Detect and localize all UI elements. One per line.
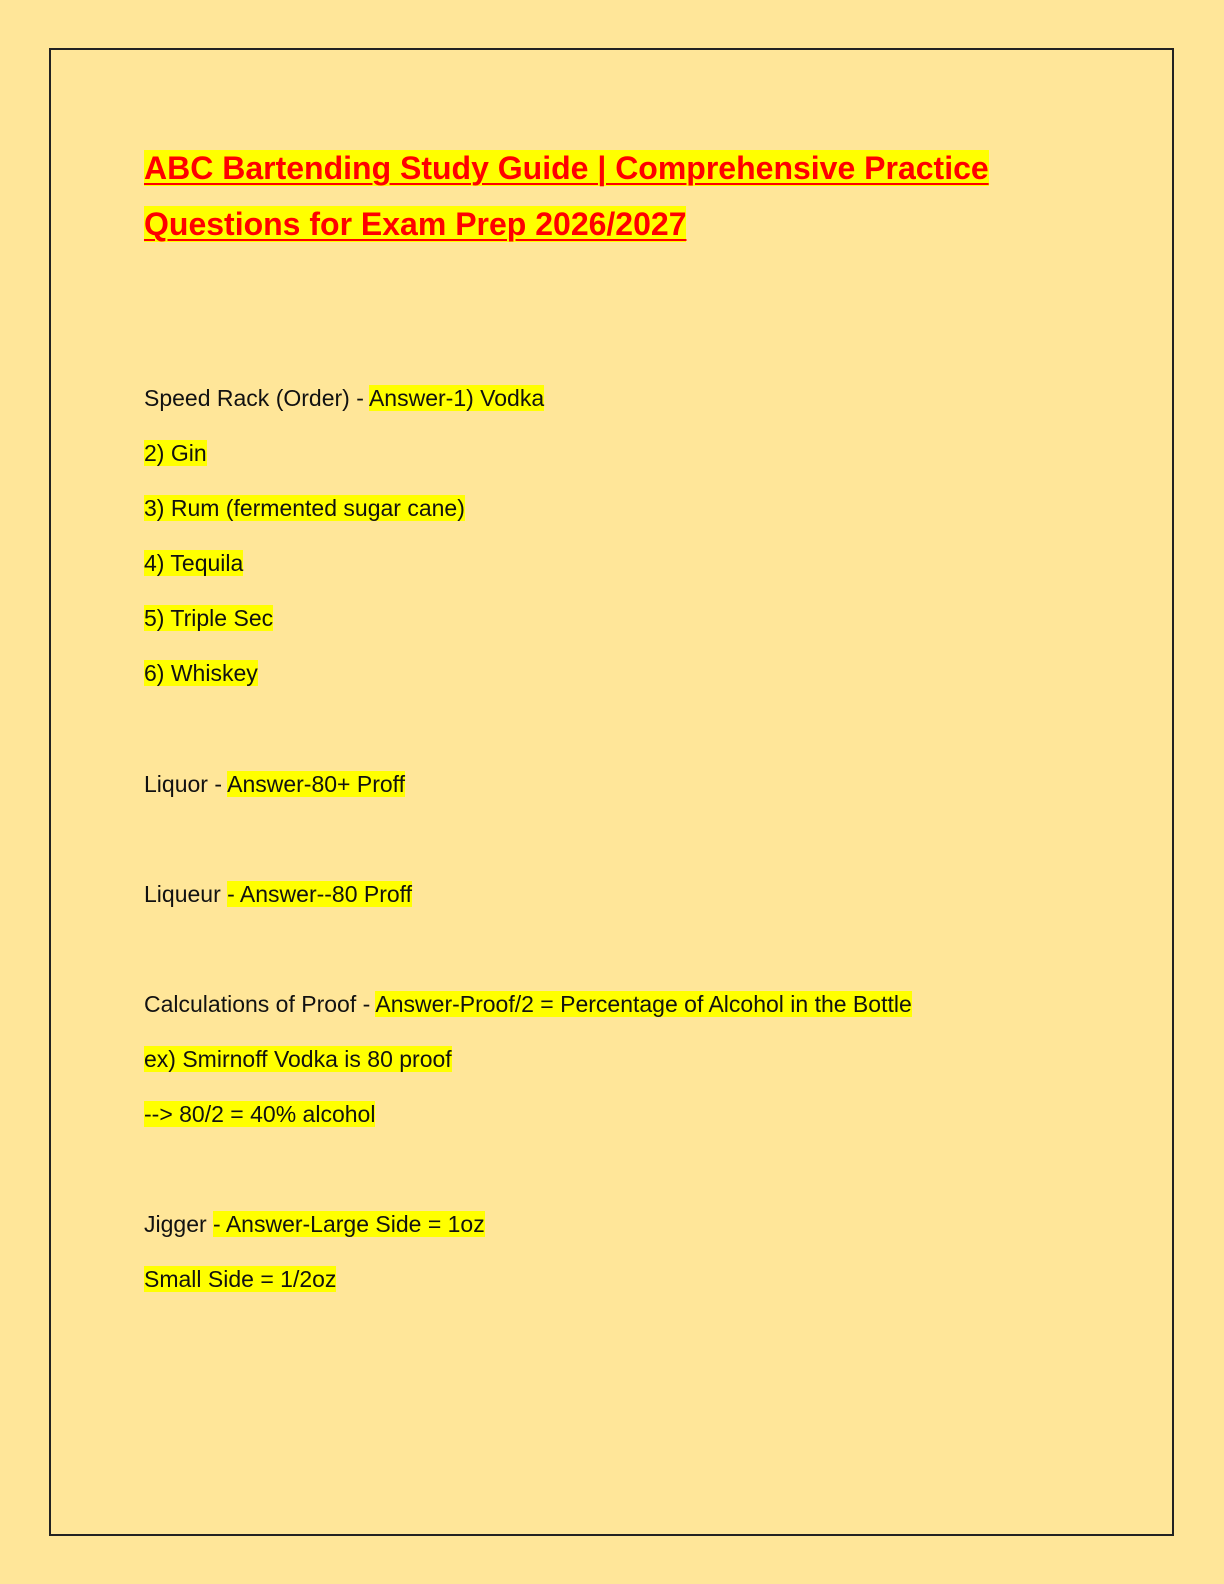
answer-liqueur: - Answer--80 Proff xyxy=(227,881,413,907)
qa-speed-rack-line-6 xyxy=(144,657,258,689)
qa-speed-rack-line-4 xyxy=(144,547,243,579)
answer-speed-rack-3: 3) Rum (fermented sugar cane) xyxy=(144,495,465,521)
question-speed-rack: Speed Rack (Order) - xyxy=(144,385,369,411)
qa-proof-line-3 xyxy=(144,1098,375,1130)
qa-proof-line-2 xyxy=(144,1043,452,1075)
qa-speed-rack-line-3 xyxy=(144,492,465,524)
answer-jigger-1: - Answer-Large Side = 1oz xyxy=(213,1211,485,1237)
answer-proof-1: Answer-Proof/2 = Percentage of Alcohol in the Bottle xyxy=(375,991,912,1017)
qa-jigger-line-1 xyxy=(144,1208,485,1240)
qa-proof-line-1 xyxy=(144,988,912,1020)
answer-proof-2: ex) Smirnoff Vodka is 80 proof xyxy=(144,1046,452,1072)
qa-speed-rack-line-5 xyxy=(144,602,273,634)
question-liquor: Liquor - xyxy=(144,771,228,797)
question-proof: Calculations of Proof - xyxy=(144,991,376,1017)
answer-speed-rack-1: Answer-1) Vodka xyxy=(368,385,545,411)
answer-speed-rack-2: 2) Gin xyxy=(144,440,207,466)
answer-liquor: Answer-80+ Proff xyxy=(227,771,406,797)
answer-speed-rack-4: 4) Tequila xyxy=(144,550,244,576)
answer-speed-rack-5: 5) Triple Sec xyxy=(144,605,274,631)
question-jigger: Jigger xyxy=(144,1211,214,1237)
answer-speed-rack-6: 6) Whiskey xyxy=(144,660,258,686)
answer-jigger-2: Small Side = 1/2oz xyxy=(144,1266,337,1292)
document-title-text: ABC Bartending Study Guide | Comprehensive Practice Questions for Exam Prep 2026/2027 xyxy=(144,150,989,242)
qa-jigger-line-2 xyxy=(144,1263,336,1295)
answer-proof-3: --> 80/2 = 40% alcohol xyxy=(144,1101,376,1127)
qa-speed-rack-line-1 xyxy=(144,382,544,414)
question-liqueur: Liqueur xyxy=(144,881,228,907)
document-title xyxy=(144,140,1084,252)
qa-speed-rack-line-2 xyxy=(144,437,207,469)
qa-liquor-line xyxy=(144,768,405,800)
qa-liqueur-line xyxy=(144,878,412,910)
